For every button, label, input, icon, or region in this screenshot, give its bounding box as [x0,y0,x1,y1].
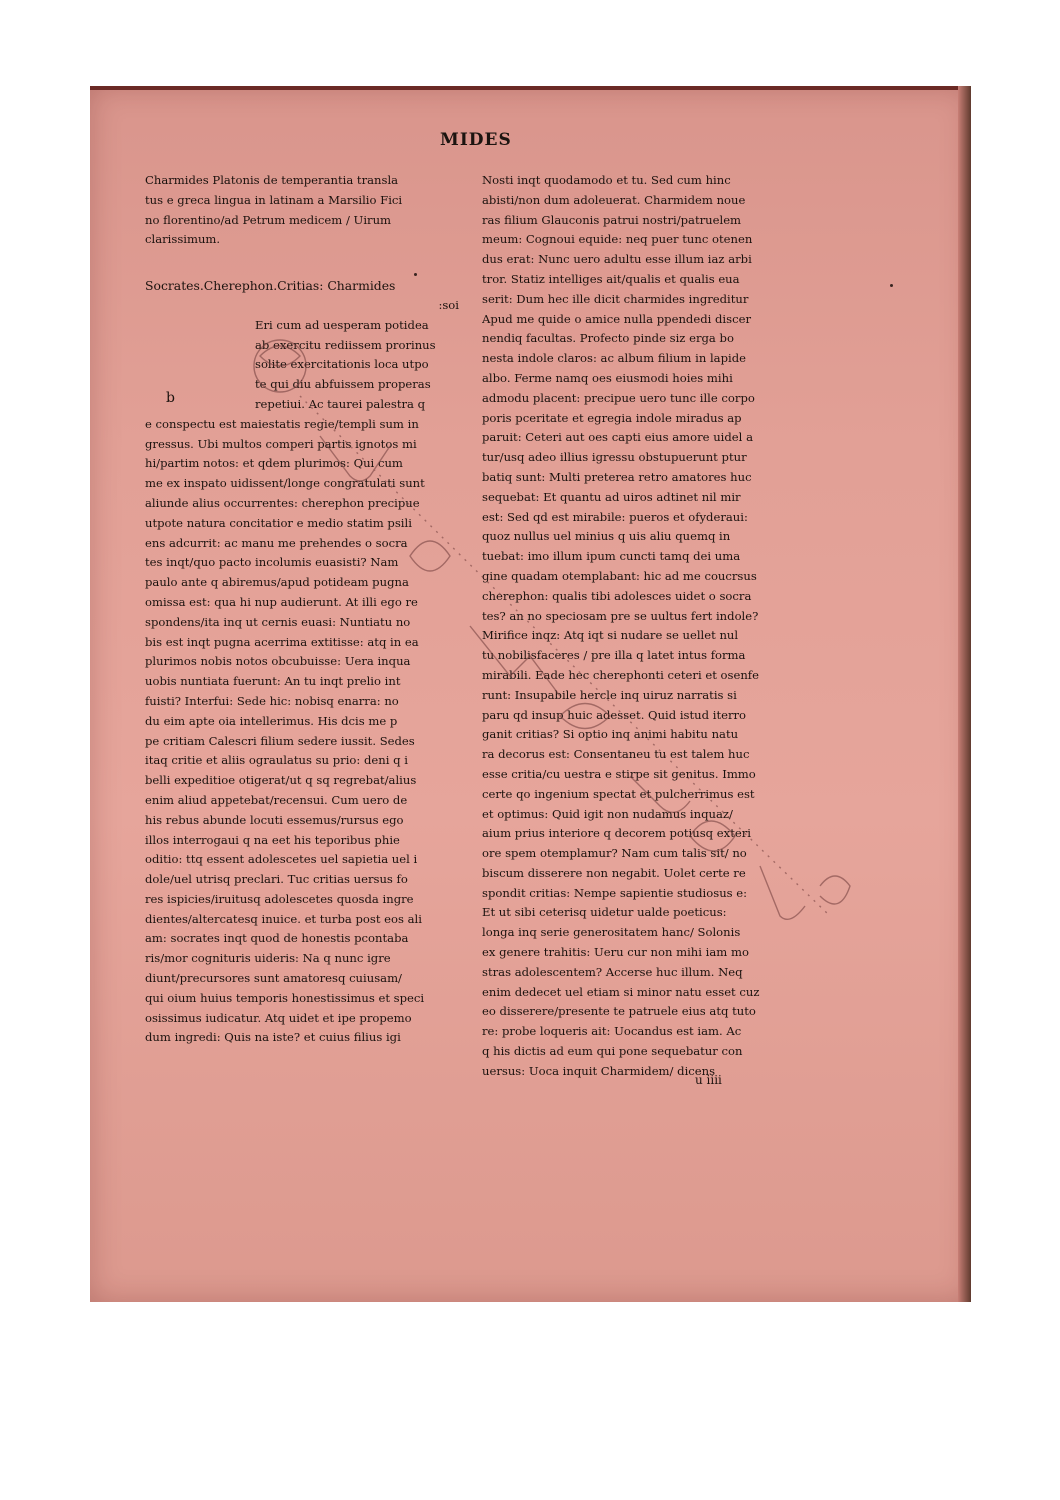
text-line: mirabili. Eade hec cherephonti ceteri et osenfe [482,667,759,682]
text-line: tuebat: imo illum ipum cuncti tamq dei uma [482,549,741,564]
text-line: omissa est: qua hi nup audierunt. At illi ego re [145,594,418,609]
text-line: dole/uel utrisq preclari. Tuc critias uersus fo [145,872,408,887]
scan-top-border [90,86,971,90]
text-line: tu nobilisfaceres / pre illa q latet intus forma [482,648,746,663]
text-line: tur/usq adeo illius igressu obstupuerunt ptur [482,450,747,465]
text-line: enim dedecet uel etiam si minor natu esset cuz [482,984,760,999]
text-line: tror. Statiz intelliges ait/qualis et qualis eua [482,271,740,286]
text-line: dum ingredi: Quis na iste? et cuius filius igi [145,1030,401,1045]
text-line: meum: Cognoui equide: neq puer tunc otenen [482,232,753,247]
running-head: MIDES [440,130,512,150]
text-line: utpote natura concitatior e medio statim psili [145,515,412,530]
text-line: dientes/altercatesq inuice. et turba post eos ali [145,911,422,926]
text-line: cherephon: qualis tibi adolesces uidet o socra [482,588,752,603]
left-column [145,171,463,1048]
text-line: nesta indole claros: ac album filium in lapide [482,351,747,366]
text-line: est: Sed qd est mirabile: pueros et ofyderaui: [482,509,748,524]
text-line: fuisti? Interfui: Sede hic: nobisq enarra: no [145,693,399,708]
text-line: his rebus abunde locuti essemus/rursus ego [145,812,404,827]
text-line: belli expeditioe otigerat/ut q sq regrebat/alius [145,773,417,788]
text-line: spondit critias: Nempe sapientie studiosus e: [482,885,748,900]
text-line: esse critia/cu uestra e stirpe sit genitus. Immo [482,766,756,781]
text-line: serit: Dum hec ille dicit charmides ingreditur [482,291,749,306]
text-line: ex genere trahitis: Ueru cur non mihi iam mo [482,945,749,960]
text-line: Eri cum ad uesperam potidea [255,317,429,332]
text-line: quoz nullus uel minius q uis aliu quemq in [482,529,731,544]
text-line: e conspectu est maiestatis regie/templi sum in [145,416,419,431]
title-line: tus e greca lingua in latinam a Marsilio Fici [145,192,403,207]
text-line: am: socrates inqt quod de honestis pcontaba [145,931,409,946]
text-line: hi/partim notos: et qdem plurimos: Qui cum [145,456,403,471]
text-line: illos interrogaui q na eet his teporibus phie [145,832,400,847]
text-line: ris/mor cognituris uideris: Na q nunc igre [145,951,391,966]
text-line: q his dictis ad eum qui pone sequebatur con [482,1044,743,1059]
text-line: gressus. Ubi multos comperi partis ignotos mi [145,436,417,451]
text-line: et optimus: Quid igit non nudamus inquaz/ [482,806,733,821]
text-line: diunt/precursores sunt amatoresq cuiusam/ [145,971,402,986]
text-line: certe qo ingenium spectat et pulcherrimus est [482,786,755,801]
speakers-line: Socrates.Cherephon.Critias: Charmides [145,278,396,294]
text-line: solite exercitationis loca utpo [255,357,429,372]
speck [414,273,417,276]
text-line: eo disserere/presente te patruele eius atq tuto [482,1004,756,1019]
text-line: osissimus iudicatur. Atq uidet et ipe propemo [145,1010,412,1025]
text-line: admodu placent: precipue uero tunc ille corpo [482,390,755,405]
text-line: bis est inqt pugna acerrima extitisse: atq in ea [145,634,419,649]
right-column [482,171,822,1082]
text-line: te qui diu abfuissem properas [255,377,431,392]
text-line: re: probe loqueris ait: Uocandus est iam. Ac [482,1024,742,1039]
text-line: tes? an no speciosam pre se uultus fert indole? [482,608,759,623]
text-line: pe critiam Calescri filium sedere iussit. Sedes [145,733,415,748]
margin-letter: b [166,390,175,406]
text-line: plurimos nobis notos obcubuisse: Uera inqua [145,654,411,669]
text-line: dus erat: Nunc uero adultu esse illum iaz arbi [482,252,752,267]
signature-mark: u iiii [695,1073,722,1087]
text-line: qui oium huius temporis honestissimus et speci [145,990,425,1005]
text-line: res ispicies/iruitusq adolescetes quosda ingre [145,891,414,906]
text-line: repetiui. Ac taurei palestra q [255,396,426,411]
title-line: clarissimum. [145,232,221,247]
scan-right-edge [958,86,971,1302]
text-line: runt: Insupabile hercle inq uiruz narratis si [482,687,737,702]
text-line: albo. Ferme namq oes eiusmodi hoies mihi [482,370,733,385]
text-line: batiq sunt: Multi preterea retro amatores huc [482,469,752,484]
text-line: gine quadam otemplabant: hic ad me coucrsus [482,568,757,583]
title-line: no florentino/ad Petrum medicem / Uirum [145,212,392,227]
text-line: ab exercitu rediissem prorinus [255,337,436,352]
text-line: du eim apte oia intellerimus. His dcis me p [145,713,398,728]
speck [890,284,893,287]
scanned-page [90,86,971,1302]
text-line: paru qd insup huic adesset. Quid istud iterro [482,707,747,722]
text-line: spondens/ita inq ut cernis euasi: Nuntiatu no [145,614,411,629]
text-line: Mirifice inqz: Atq iqt si nudare se uellet nul [482,628,739,643]
text-line: tes inqt/quo pacto incolumis euasisti? Nam [145,555,399,570]
text-line: me ex inspato uidissent/longe congratulati sunt [145,476,425,491]
text-line: abisti/non dum adoleuerat. Charmidem noue [482,192,746,207]
text-line: sequebat: Et quantu ad uiros adtinet nil mir [482,489,741,504]
text-line: aium prius interiore q decorem potiusq exteri [482,826,751,841]
text-line: enim aliud appetebat/recensui. Cum uero de [145,792,408,807]
text-line: ganit critias? Si optio inq animi habitu natu [482,727,739,742]
text-line: Nosti inqt quodamodo et tu. Sed cum hinc [482,173,731,187]
text-line: aliunde alius occurrentes: cherephon precipue [145,495,420,510]
text-line: uersus: Uoca inquit Charmidem/ dicens [482,1063,716,1078]
section-tag: :soi [438,297,459,312]
text-line: longa inq serie generositatem hanc/ Solonis [482,925,741,940]
text-line: ras filium Glauconis patrui nostri/patruelem [482,212,742,227]
text-line: paruit: Ceteri aut oes capti eius amore uidel a [482,430,753,445]
text-line: ore spem otemplamur? Nam cum talis sit/ no [482,846,747,861]
text-line: biscum disserere non negabit. Uolet certe re [482,865,746,880]
text-line: poris pceritate et egregia indole miradus ap [482,410,742,425]
title-line: Charmides Platonis de temperantia transla [145,173,399,187]
text-line: Apud me quide o amice nulla ppendedi discer [482,311,751,326]
text-line: Et ut sibi ceterisq uidetur ualde poeticus: [482,905,727,920]
text-line: oditio: ttq essent adolescetes uel sapietia uel i [145,852,418,867]
text-line: uobis nuntiata fuerunt: An tu inqt prelio int [145,674,401,689]
text-line: itaq critie et aliis ograulatus su prio: deni q i [145,753,408,768]
text-line: ens adcurrit: ac manu me prehendes o socra [145,535,408,550]
text-line: nendiq facultas. Profecto pinde siz erga bo [482,331,734,346]
text-line: paulo ante q abiremus/apud potideam pugna [145,575,409,590]
text-line: ra decorus est: Consentaneu tu est talem huc [482,747,750,762]
text-line: stras adolescentem? Accerse huc illum. Neq [482,964,743,979]
